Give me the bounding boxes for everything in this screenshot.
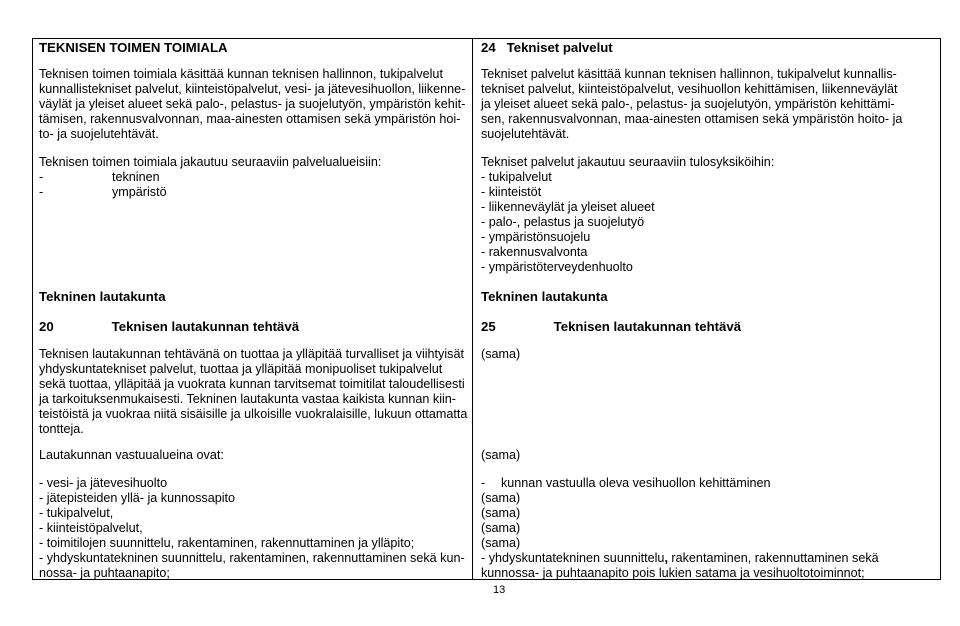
- right-resp-same: (sama): [481, 506, 521, 520]
- area-label: tekninen: [112, 170, 160, 184]
- document-table: [32, 38, 941, 580]
- left-resp-item: nossa- ja puhtaanapito;: [39, 566, 170, 580]
- right-board-heading: Tekninen lautakunta: [481, 289, 608, 304]
- left-task-line: tontteja.: [39, 422, 84, 436]
- left-areas-intro: Teknisen toimen toimiala jakautuu seuraaviin palvelualueisiin:: [39, 155, 382, 169]
- right-intro-line: tekniset palvelut, kiinteistöpalvelut, vesihuollon kehittämisen, liikenneväylät: [481, 82, 898, 96]
- right-unit-item: - palo-, pelastus ja suojelutyö: [481, 215, 645, 229]
- title-text: Tekniset palvelut: [506, 40, 613, 55]
- resp-text: - yhdyskuntatekninen suunnittelu: [481, 551, 665, 565]
- resp-text: rakentaminen, rakennuttaminen sekä: [667, 551, 879, 565]
- left-resp-item: - jätepisteiden yllä- ja kunnossapito: [39, 491, 236, 505]
- comma: ,: [664, 551, 668, 565]
- dash: -: [481, 476, 486, 490]
- page-number: 13: [493, 584, 506, 596]
- left-intro-line: tämisen, rakennusvalvonnan, maa-ainesten ottamisen sekä ympäristön hoi-: [39, 112, 461, 126]
- left-intro-line: Teknisen toimen toimiala käsittää kunnan teknisen hallinnon, tukipalvelut: [39, 67, 443, 81]
- title-number: 24: [481, 40, 496, 55]
- right-same-text: (sama): [481, 347, 521, 361]
- left-intro-line: väylät ja yleiset alueet sekä palo-, pelastus- ja suojelutyön, ympäristön kehit-: [39, 97, 466, 111]
- left-resp-item: - tukipalvelut,: [39, 506, 114, 520]
- right-unit-item: - liikenneväylät ja yleiset alueet: [481, 200, 655, 214]
- dash: -: [39, 170, 44, 184]
- left-resp-item: - vesi- ja jätevesihuolto: [39, 476, 168, 490]
- section-number: 20: [39, 319, 54, 334]
- left-task-line: yhdyskuntatekniset palvelut, tuottaa ja ylläpitää monipuoliset tukipalvelut: [39, 362, 443, 376]
- left-task-line: sekä tuottaa, ylläpitää ja vuokrata kunnan tarvitsemat toimitilat taloudellisesti: [39, 377, 465, 391]
- left-task-line: Teknisen lautakunnan tehtävänä on tuottaa ja ylläpitää turvalliset ja viihtyisät: [39, 347, 464, 361]
- right-intro-line: Tekniset palvelut käsittää kunnan teknisen hallinnon, tukipalvelut kunnallis-: [481, 67, 897, 81]
- right-resp-item: [481, 551, 879, 566]
- right-unit-item: - rakennusvalvonta: [481, 245, 588, 259]
- section-title: Teknisen lautakunnan tehtävä: [111, 319, 300, 334]
- dash: -: [39, 185, 44, 199]
- right-resp-same: (sama): [481, 536, 521, 550]
- left-task-line: teistöistä ja vuokraa niitä sisäisille ja ulkoisille vuokralaisille, lukuun ottamatta: [39, 407, 468, 421]
- area-label: ympäristö: [112, 185, 167, 199]
- right-intro-line: suojelutehtävät.: [481, 127, 570, 141]
- right-resp-item: kunnossa- ja puhtaanapito pois lukien satama ja vesihuoltotoiminnot;: [481, 566, 865, 580]
- left-resp-item: - yhdyskuntatekninen suunnittelu, rakentaminen, rakennuttaminen sekä kun-: [39, 551, 465, 565]
- left-resp-intro: Lautakunnan vastuualueina ovat:: [39, 448, 224, 462]
- left-title: TEKNISEN TOIMEN TOIMIALA: [39, 40, 228, 55]
- right-resp-same: (sama): [481, 491, 521, 505]
- right-section-heading: [481, 319, 741, 334]
- left-area-item: [39, 170, 160, 185]
- left-resp-item: - kiinteistöpalvelut,: [39, 521, 143, 535]
- left-intro-line: kunnallistekniset palvelut, kiinteistöpalvelut, vesi- ja jätevesihuollon, liikenne-: [39, 82, 466, 96]
- right-intro-line: ja yleiset alueet sekä palo-, pelastus- ja suojelutyön, ympäristön kehittämi-: [481, 97, 895, 111]
- section-title: Teknisen lautakunnan tehtävä: [553, 319, 742, 334]
- right-intro-line: sen, rakennusvalvonnan, maa-ainesten ottamisen sekä ympäristön hoito- ja: [481, 112, 903, 126]
- right-same-text: (sama): [481, 448, 521, 462]
- column-divider: [472, 39, 473, 579]
- left-area-item: [39, 185, 167, 200]
- right-title: [481, 40, 613, 55]
- section-number: 25: [481, 319, 496, 334]
- right-resp-item: [481, 476, 771, 491]
- left-board-heading: Tekninen lautakunta: [39, 289, 166, 304]
- right-unit-item: - tukipalvelut: [481, 170, 552, 184]
- resp-text: kunnan vastuulla oleva vesihuollon kehittäminen: [501, 476, 771, 490]
- left-resp-item: - toimitilojen suunnittelu, rakentaminen, rakennuttaminen ja ylläpito;: [39, 536, 415, 550]
- left-intro-line: to- ja suojelutehtävät.: [39, 127, 159, 141]
- right-unit-item: - ympäristönsuojelu: [481, 230, 591, 244]
- right-unit-item: - ympäristöterveydenhuolto: [481, 260, 633, 274]
- left-section-heading: [39, 319, 299, 334]
- left-task-line: ja tarkoituksenmukaisesti. Tekninen lautakunta vastaa kaikista kunnan kiin-: [39, 392, 456, 406]
- right-resp-same: (sama): [481, 521, 521, 535]
- right-unit-item: - kiinteistöt: [481, 185, 542, 199]
- right-units-intro: Tekniset palvelut jakautuu seuraaviin tulosyksiköihin:: [481, 155, 775, 169]
